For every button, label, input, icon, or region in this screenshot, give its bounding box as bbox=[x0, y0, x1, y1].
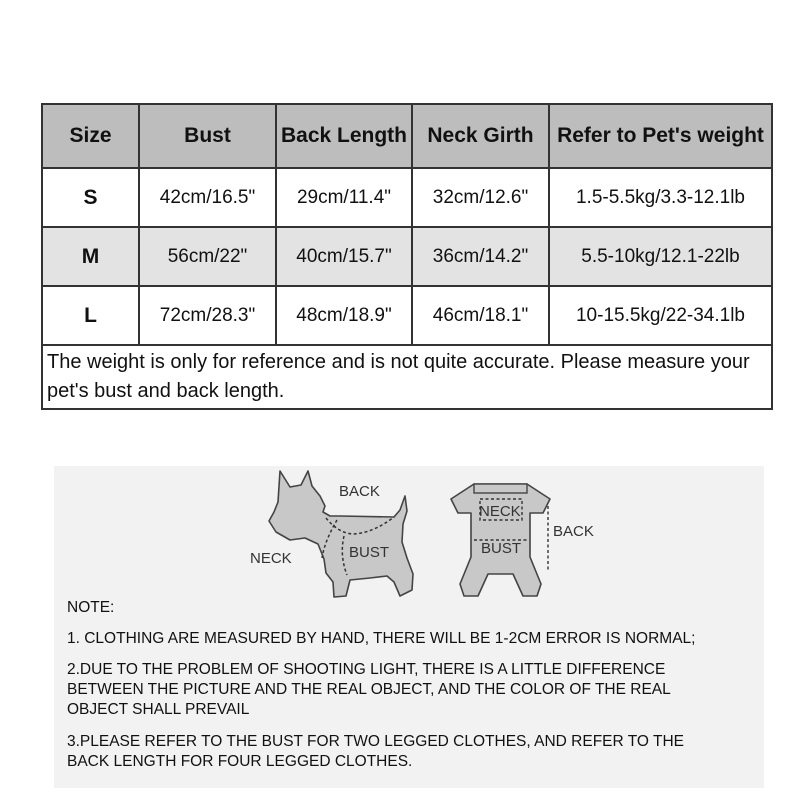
dog-neck-label: NECK bbox=[250, 550, 292, 567]
garment-back-label: BACK bbox=[553, 523, 594, 540]
notes-title: NOTE: bbox=[67, 599, 115, 616]
table-header-row bbox=[42, 104, 772, 168]
measurement-diagram bbox=[54, 466, 764, 606]
neck-girth-cell: 36cm/14.2" bbox=[412, 227, 549, 286]
note-item-3: 3.PLEASE REFER TO THE BUST FOR TWO LEGGED CLOTHES, AND REFER TO THE BACK LENGTH FOR FOUR LEGGED CLOTHES. bbox=[67, 733, 684, 770]
weight-cell: 10-15.5kg/22-34.1lb bbox=[549, 286, 772, 345]
weight-disclaimer: The weight is only for reference and is not quite accurate. Please measure your pet's bust and back length. bbox=[42, 345, 772, 409]
back-length-cell: 29cm/11.4" bbox=[276, 168, 412, 227]
bust-cell: 56cm/22" bbox=[139, 227, 276, 286]
bust-cell: 72cm/28.3" bbox=[139, 286, 276, 345]
header-bust: Bust bbox=[139, 104, 276, 168]
table-row bbox=[42, 286, 772, 345]
header-neck-girth: Neck Girth bbox=[412, 104, 549, 168]
weight-cell: 5.5-10kg/12.1-22lb bbox=[549, 227, 772, 286]
table-row bbox=[42, 168, 772, 227]
table-row bbox=[42, 227, 772, 286]
size-cell: S bbox=[42, 168, 139, 227]
back-length-cell: 40cm/15.7" bbox=[276, 227, 412, 286]
table-footnote-row bbox=[42, 345, 772, 409]
bust-cell: 42cm/16.5" bbox=[139, 168, 276, 227]
neck-girth-cell: 46cm/18.1" bbox=[412, 286, 549, 345]
garment-neck-label: NECK bbox=[479, 503, 521, 520]
garment-bust-label: BUST bbox=[481, 540, 522, 557]
back-length-cell: 48cm/18.9" bbox=[276, 286, 412, 345]
measurement-notes-panel bbox=[54, 466, 764, 788]
dog-back-label: BACK bbox=[339, 483, 380, 500]
neck-girth-cell: 32cm/12.6" bbox=[412, 168, 549, 227]
note-item-2: 2.DUE TO THE PROBLEM OF SHOOTING LIGHT, THERE IS A LITTLE DIFFERENCE BETWEEN THE PICTURE AND THE REAL OBJECT, AND THE COLOR OF THE REAL OBJECT SHALL PREVAIL bbox=[67, 661, 671, 718]
header-weight: Refer to Pet's weight bbox=[549, 104, 772, 168]
size-chart-table bbox=[41, 103, 773, 410]
weight-cell: 1.5-5.5kg/3.3-12.1lb bbox=[549, 168, 772, 227]
size-cell: M bbox=[42, 227, 139, 286]
size-cell: L bbox=[42, 286, 139, 345]
header-size: Size bbox=[42, 104, 139, 168]
note-item-1: 1. CLOTHING ARE MEASURED BY HAND, THERE WILL BE 1-2CM ERROR IS NORMAL; bbox=[67, 630, 696, 647]
dog-bust-label: BUST bbox=[349, 544, 390, 561]
header-back-length: Back Length bbox=[276, 104, 412, 168]
